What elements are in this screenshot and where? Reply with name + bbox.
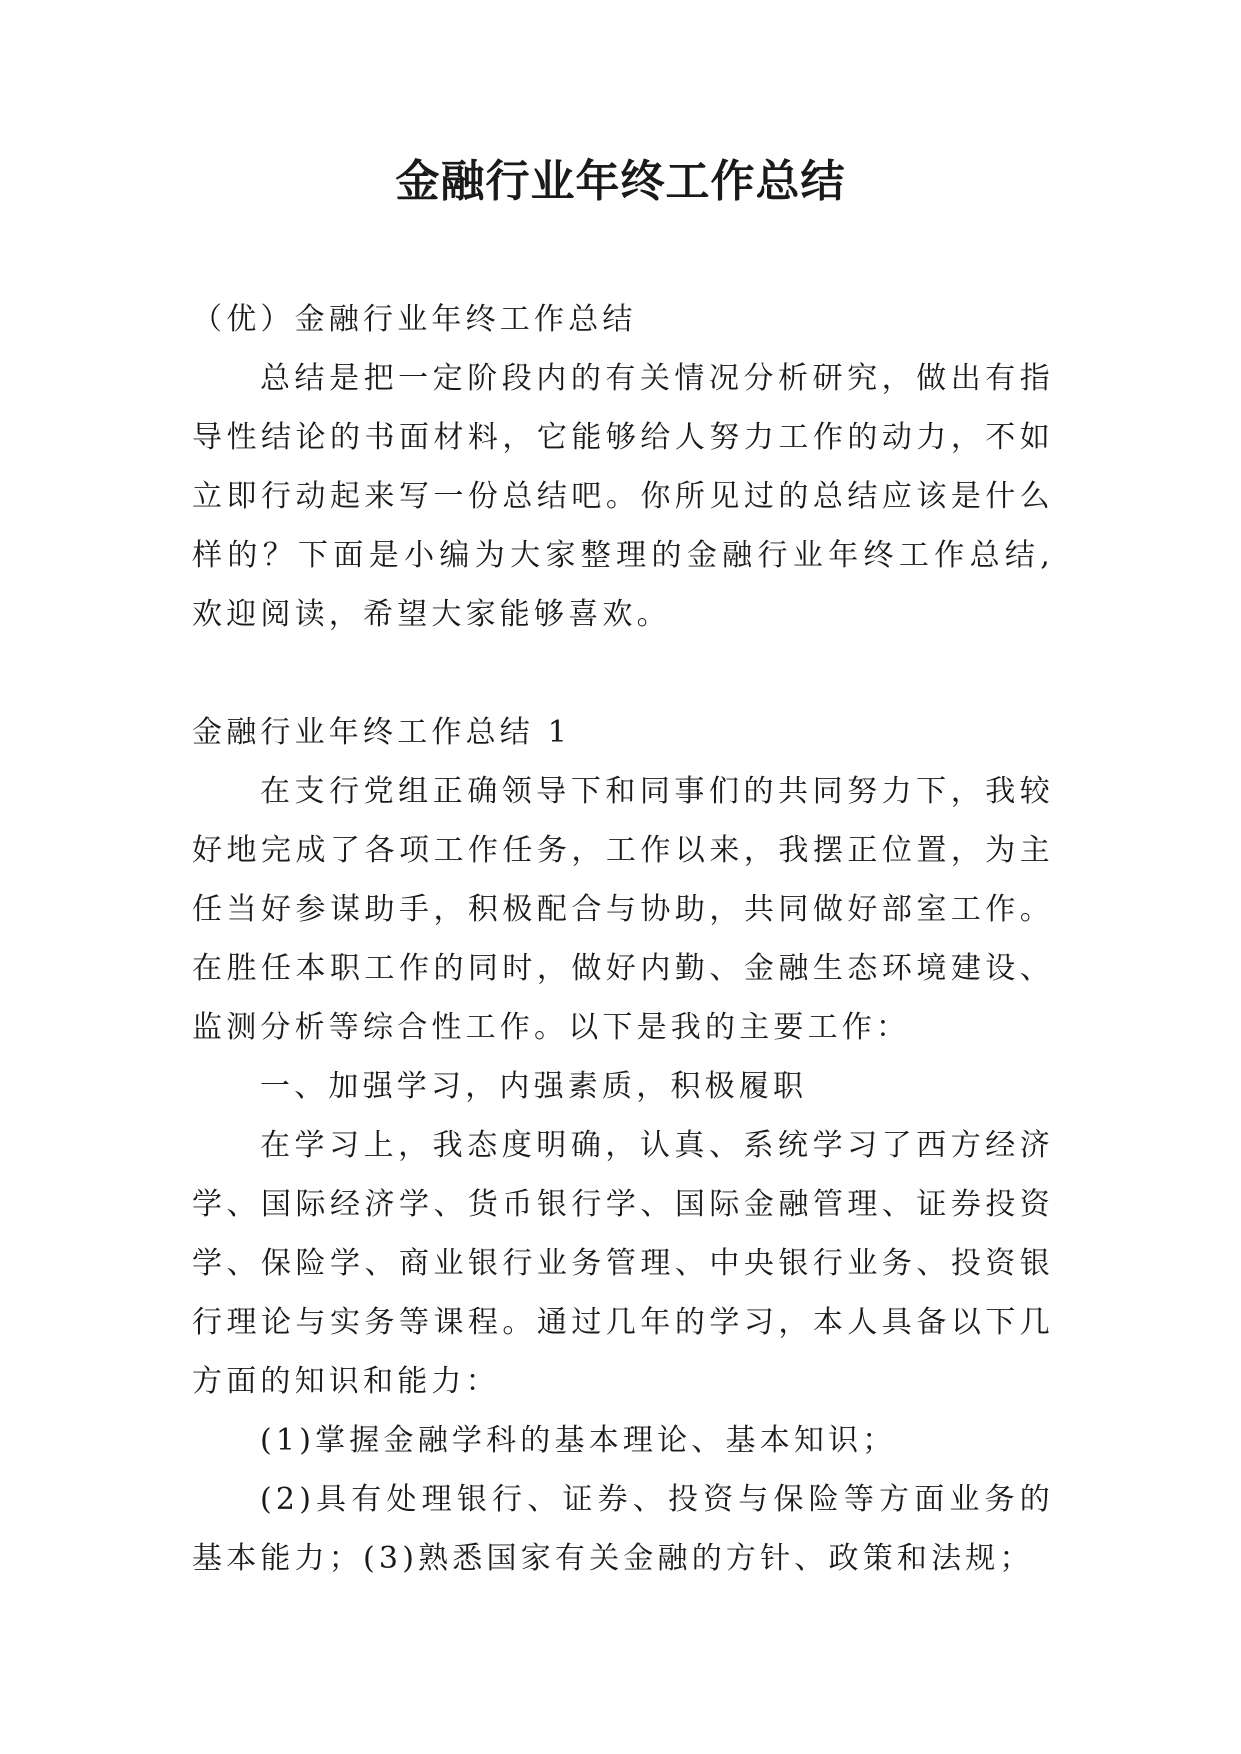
paragraph-gap	[192, 644, 1054, 703]
document-body	[192, 290, 1054, 1588]
list-item-1: (1)掌握金融学科的基本理论、基本知识；	[260, 1423, 897, 1458]
body-paragraph-1: 在支行党组正确领导下和同事们的共同努力下，我较好地完成了各项工作任务，工作以来，我摆正位置，为主任当好参谋助手，积极配合与协助，共同做好部室工作。在胜任本职工作的同时，做好内勤、金融生态环境建设、监测分析等综合性工作。以下是我的主要工作：	[192, 774, 1054, 1045]
intro-paragraph: 总结是把一定阶段内的有关情况分析研究，做出有指导性结论的书面材料，它能够给人努力工作的动力，不如立即行动起来写一份总结吧。你所见过的总结应该是什么样的？下面是小编为大家整理的金融行业年终工作总结,欢迎阅读，希望大家能够喜欢。	[192, 361, 1054, 632]
section-subheading: 一、加强学习，内强素质，积极履职	[260, 1069, 808, 1104]
list-item-2-3: (2)具有处理银行、证券、投资与保险等方面业务的基本能力；(3)熟悉国家有关金融的方针、政策和法规；	[192, 1482, 1054, 1576]
section-heading: 金融行业年终工作总结 1	[192, 715, 572, 750]
body-paragraph-2: 在学习上，我态度明确，认真、系统学习了西方经济学、国际经济学、货币银行学、国际金融管理、证券投资学、保险学、商业银行业务管理、中央银行业务、投资银行理论与实务等课程。通过几年的学习，本人具备以下几方面的知识和能力：	[192, 1128, 1054, 1399]
document-title: 金融行业年终工作总结	[395, 156, 846, 207]
intro-heading: （优）金融行业年终工作总结	[192, 302, 637, 337]
